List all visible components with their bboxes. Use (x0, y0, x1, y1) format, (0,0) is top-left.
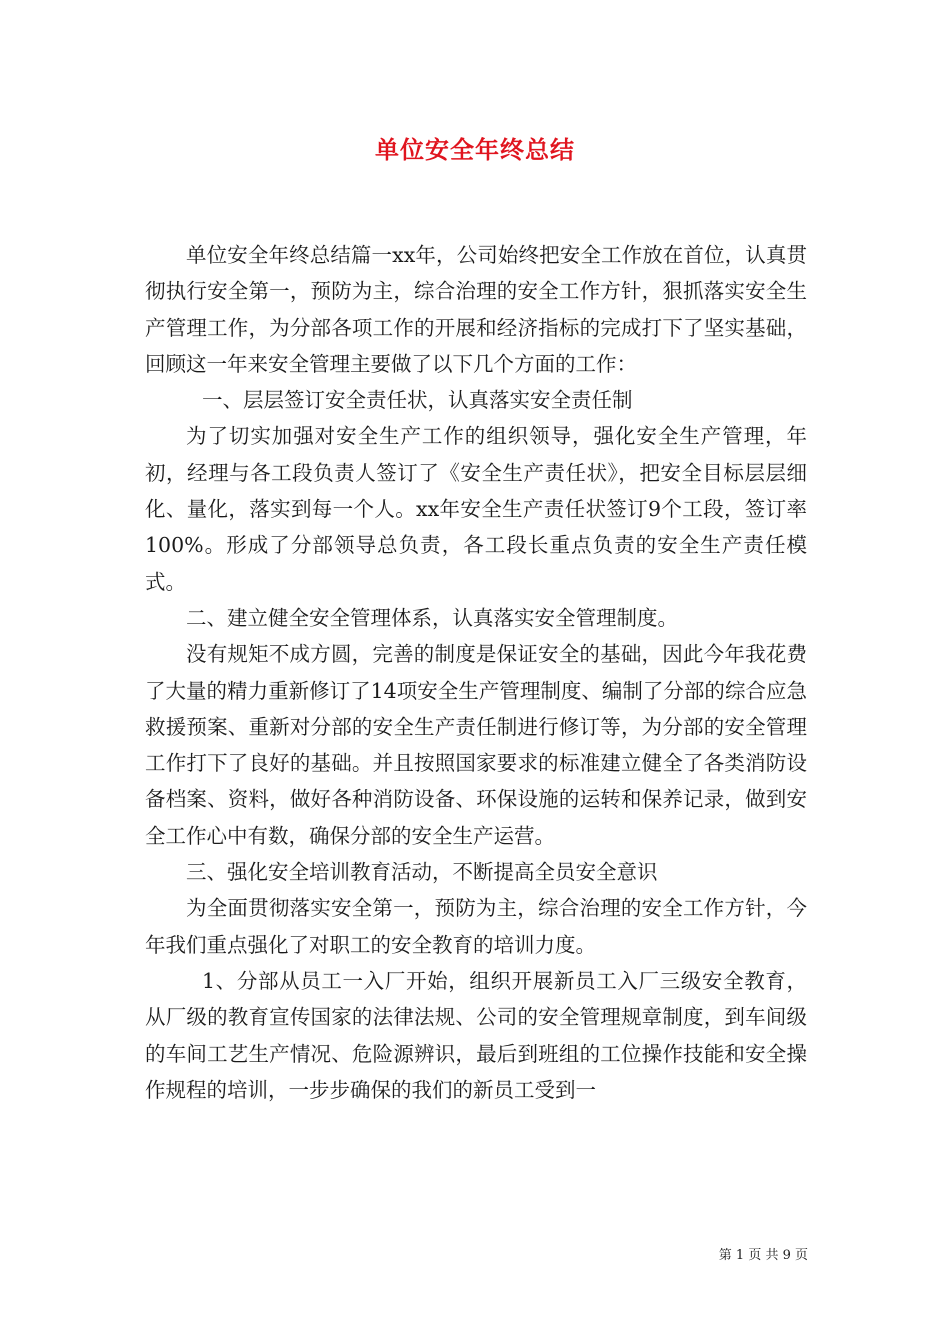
document-title: 单位安全年终总结 (375, 135, 575, 164)
section-heading-2: 二、建立健全安全管理体系，认真落实安全管理制度。 (186, 605, 678, 630)
paragraph-section-3: 为全面贯彻落实安全第一，预防为主，综合治理的安全工作方针，今年我们重点强化了对职工的安全教育的培训力度。 (145, 896, 807, 957)
paragraph-item-1: 1、分部从员工一入厂开始，组织开展新员工入厂三级安全教育，从厂级的教育宣传国家的法律法规、公司的安全管理规章制度，到车间级的车间工艺生产情况、危险源辨识，最后到班组的工位操作技能和安全操作规程的培训，一步步确保的我们的新员工受到一 (145, 968, 807, 1102)
page-number: 第 1 页 共 9 页 (718, 1248, 808, 1263)
paragraph-intro: 单位安全年终总结篇一xx年，公司始终把安全工作放在首位，认真贯彻执行安全第一，预防为主，综合治理的安全工作方针，狠抓落实安全生产管理工作，为分部各项工作的开展和经济指标的完成打下了坚实基础，回顾这一年来安全管理主要做了以下几个方面的工作： (145, 243, 807, 376)
document-body (145, 237, 807, 1108)
section-heading-1: 一、层层签订安全责任状，认真落实安全责任制 (202, 388, 633, 413)
section-heading-3: 三、强化安全培训教育活动，不断提高全员安全意识 (186, 860, 658, 885)
paragraph-section-2: 没有规矩不成方圆，完善的制度是保证安全的基础，因此今年我花费了大量的精力重新修订了14项安全生产管理制度、编制了分部的综合应急救援预案、重新对分部的安全生产责任制进行修订等，为分部的安全管理工作打下了良好的基础。并且按照国家要求的标准建立健全了各类消防设备档案、资料，做好各种消防设备、环保设施的运转和保养记录，做到安全工作心中有数，确保分部的安全生产运营。 (145, 642, 807, 848)
paragraph-section-1: 为了切实加强对安全生产工作的组织领导，强化安全生产管理，年初，经理与各工段负责人签订了《安全生产责任状》，把安全目标层层细化、量化，落实到每一个人。xx年安全生产责任状签订9个工段，签订率100%。形成了分部领导总负责，各工段长重点负责的安全生产责任模式。 (145, 424, 807, 594)
